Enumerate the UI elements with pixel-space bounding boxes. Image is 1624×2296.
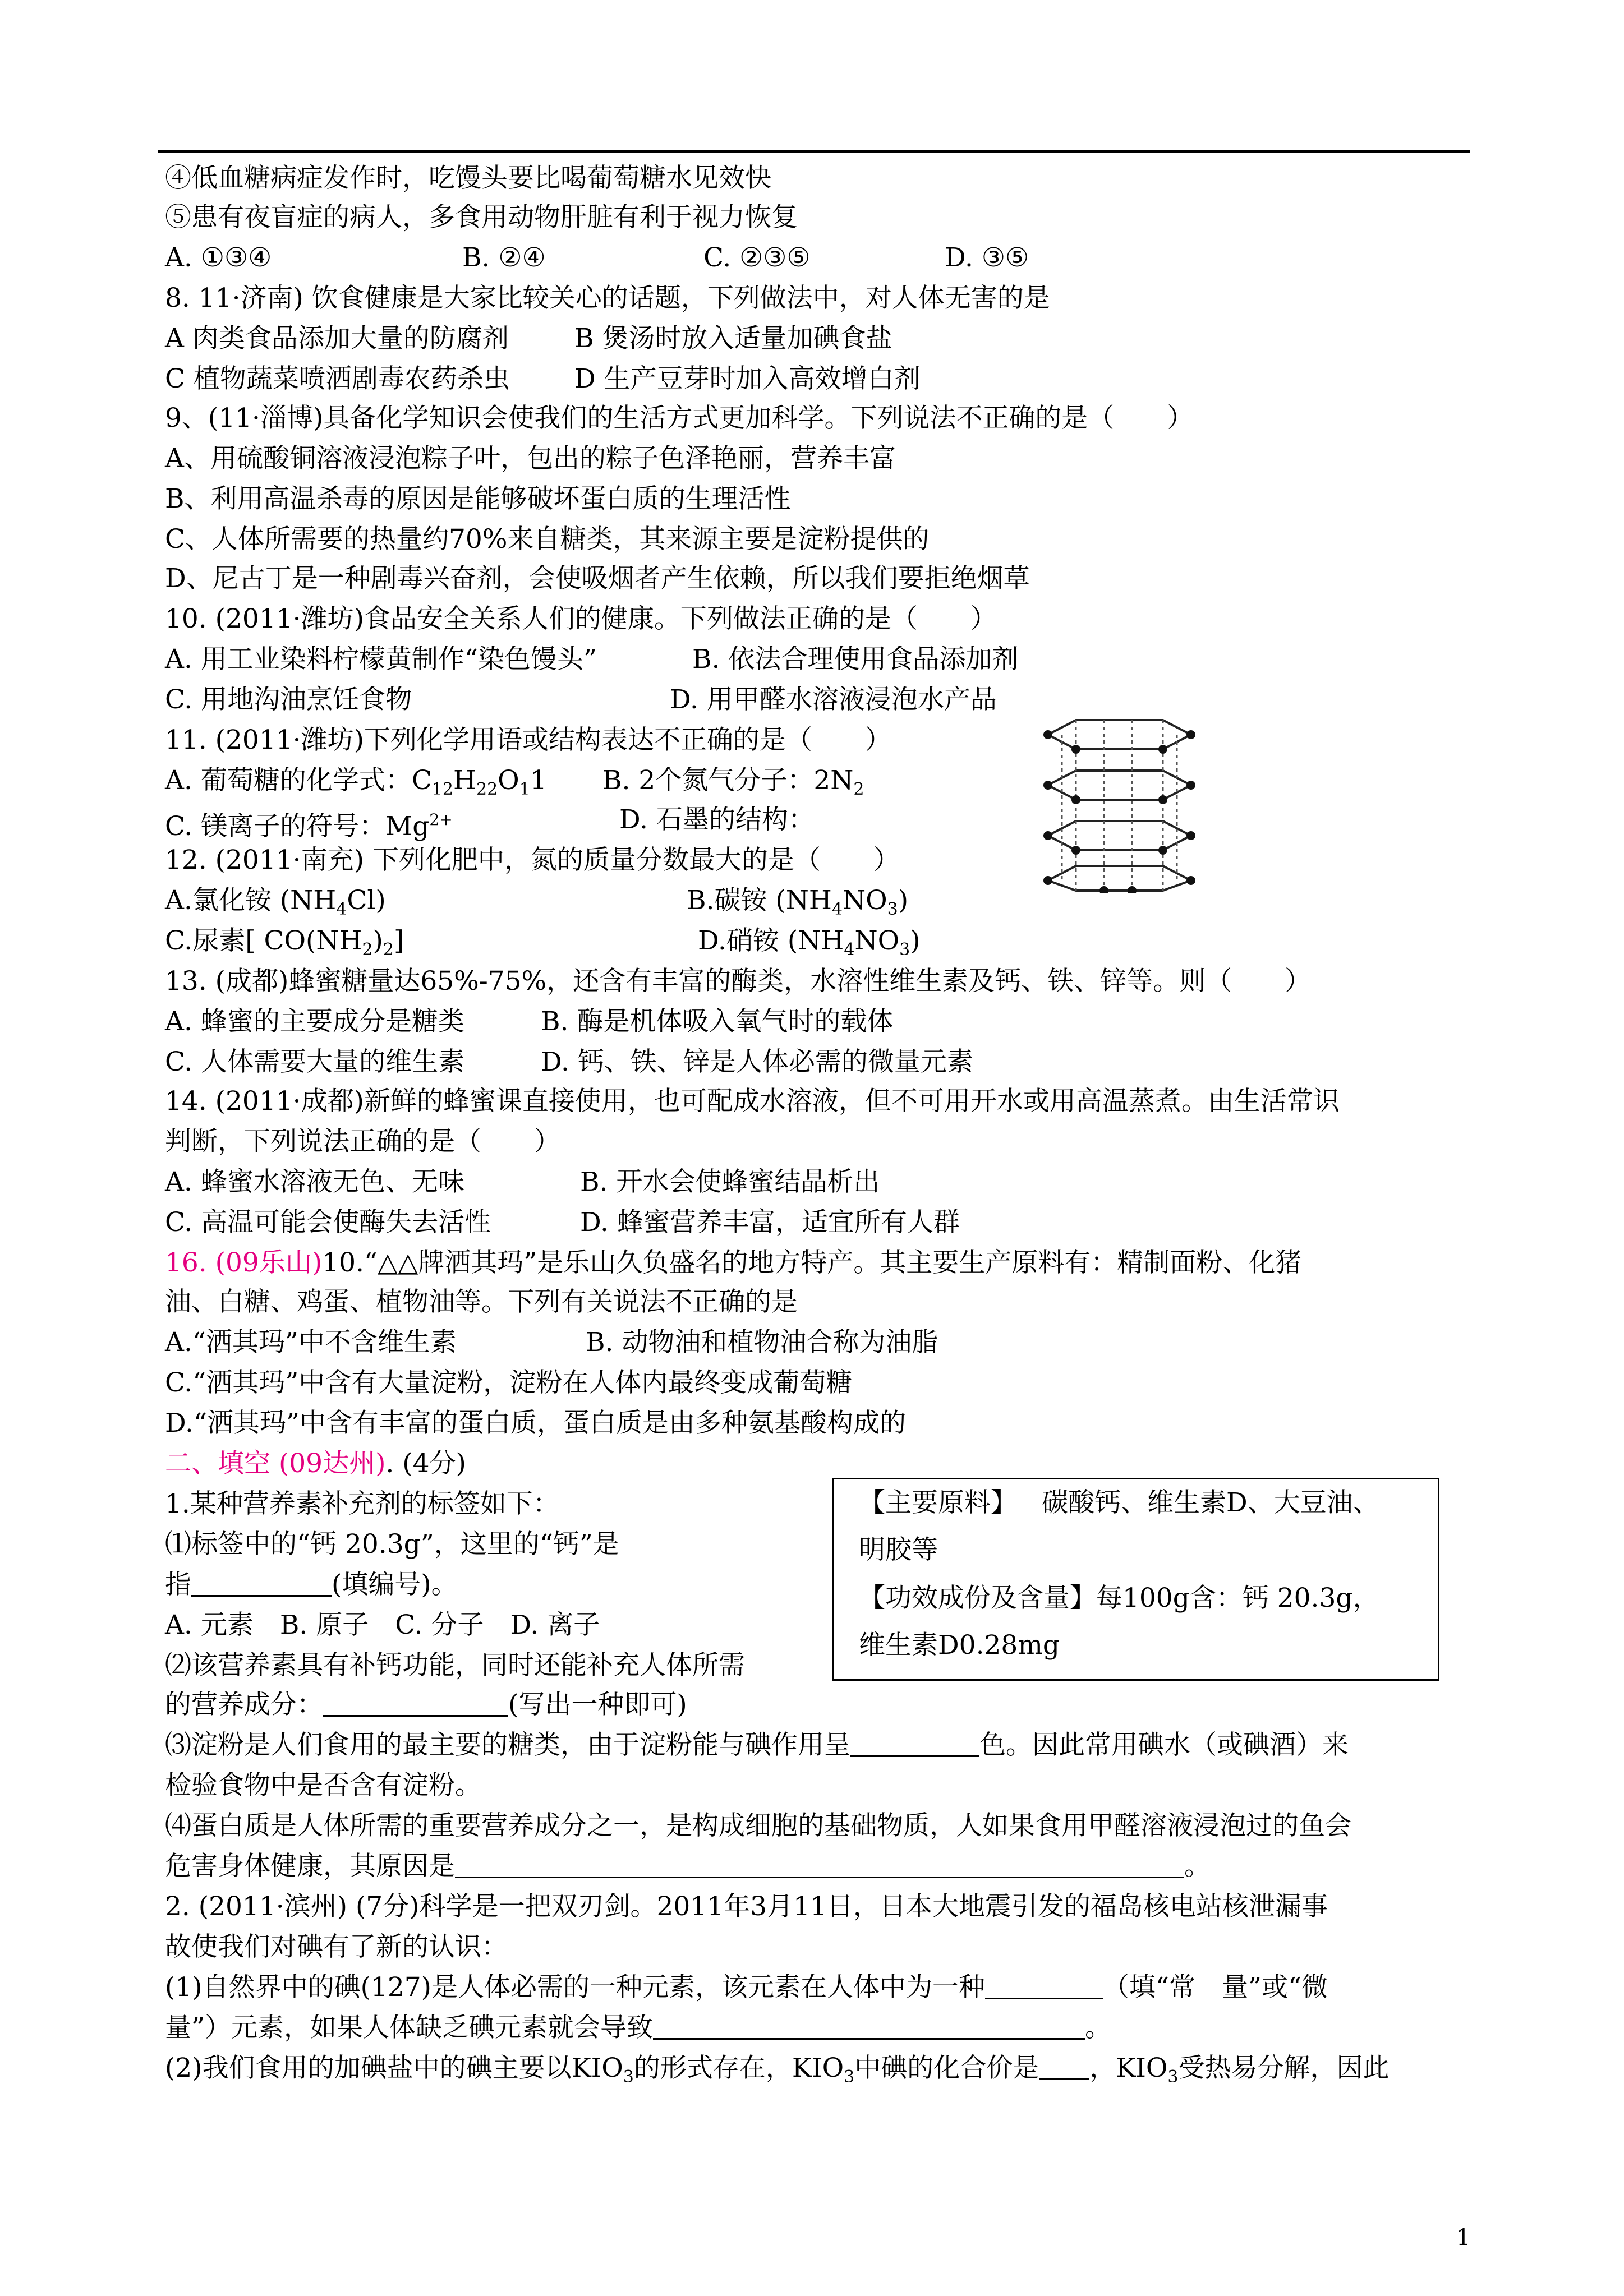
question-16-cont: 油、白糖、鸡蛋、植物油等。下列有关说法不正确的是 (165, 1287, 798, 1317)
header-rule (158, 150, 1470, 153)
choice-d: D 生产豆芽时加入高效增白剂 (574, 363, 921, 394)
choice-d: D. 用甲醛水溶液浸泡水产品 (670, 684, 997, 715)
choice-b: B. 酶是机体吸入氧气时的载体 (541, 1006, 894, 1037)
question-12: 12. (2011·南充) 下列化肥中，氮的质量分数最大的是（ ） (165, 845, 900, 875)
choice-c: C. 镁离子的符号：$Mg^{2+}$ (165, 810, 453, 842)
fill-question-2: 2. (2011·滨州) (7分)科学是一把双刃剑。2011年3月11日，日本大地震引发的福岛核电站核泄漏事 (165, 1891, 1328, 1922)
fill-question-1-part3-cont: 检验食物中是否含有淀粉。 (165, 1770, 481, 1801)
choice-d: D、尼古丁是一种剧毒兴奋剂，会使吸烟者产生依赖，所以我们要拒绝烟草 (165, 563, 1030, 594)
supplement-label-box (832, 1478, 1439, 1681)
fill-options: A. 元素 B. 原子 C. 分子 D. 离子 (165, 1610, 600, 1640)
answer-blank[interactable] (1039, 2053, 1089, 2080)
option-line: ⑤患有夜盲症的病人，多食用动物肝脏有利于视力恢复 (165, 202, 798, 233)
answer-blank[interactable] (653, 2012, 1085, 2040)
choice-d: D. 钙、铁、锌是人体必需的微量元素 (541, 1046, 973, 1077)
source-tag: 16. (09乐山) (165, 1247, 323, 1278)
label-row: 【功效成份及含量】每100g含：钙 20.3g， (859, 1583, 1379, 1613)
choice-c: C. 人体需要大量的维生素 (165, 1046, 465, 1077)
fill-question-1-part3: ⑶淀粉是人们食用的最主要的糖类，由于淀粉能与碘作用呈 色。因此常用碘水（或碘酒）来 (165, 1730, 1349, 1760)
graphite-structure-image (1042, 712, 1197, 893)
label-row: 维生素D0.28mg (859, 1630, 1060, 1661)
question-14-cont: 判断，下列说法正确的是（ ） (165, 1126, 560, 1157)
question-13: 13. (成都)蜂蜜糖量达65%-75%，还含有丰富的酶类，水溶性维生素及钙、铁、锌等。则（ ） (165, 966, 1312, 997)
choice-d: D. 石墨的结构： (619, 804, 815, 835)
choice-b: B.碳铵 $(NH_4NO_3)$ (687, 885, 909, 919)
fill-question-2-part1: (1)自然界中的碘(127)是人体必需的一种元素，该元素在人体中为一种 （填“常 量”或“微 (165, 1972, 1328, 2003)
choice-c: C. 高温可能会使酶失去活性 (165, 1207, 491, 1238)
choice-b: B. 依法合理使用食品添加剂 (692, 644, 1019, 675)
choice-a: A. 葡萄糖的化学式：$C_{12}H_{22}O_11$ (165, 765, 547, 799)
choice-a: A. 蜂蜜水溶液无色、无味 (165, 1167, 464, 1197)
question-16: 16. (09乐山)10.“△△牌洒其玛”是乐山久负盛名的地方特产。其主要生产原料有：精制面粉、化猪 (165, 1247, 1302, 1278)
fill-question-1-part2: ⑵该营养素具有补钙功能，同时还能补充人体所需 (165, 1650, 745, 1681)
choice-a: A.“洒其玛”中不含维生素 (165, 1327, 457, 1358)
choice-a: A. 蜂蜜的主要成分是糖类 (165, 1006, 464, 1037)
choice-b: B 煲汤时放入适量加碘食盐 (574, 323, 892, 354)
choice-b: B. 2个氮气分子：$2N_2$ (602, 765, 864, 799)
answer-blank[interactable] (323, 1689, 508, 1717)
label-row: 明胶等 (859, 1534, 938, 1565)
fill-question-1: 1.某种营养素补充剂的标签如下： (165, 1488, 559, 1519)
option-line: ④低血糖病症发作时，吃馒头要比喝葡萄糖水见效快 (165, 163, 771, 193)
choice-c: C.“洒其玛”中含有大量淀粉，淀粉在人体内最终变成葡萄糖 (165, 1367, 853, 1398)
choice-a: A.氯化铵 $(NH_4Cl)$ (165, 885, 386, 919)
choice-a: A 肉类食品添加大量的防腐剂 (165, 323, 509, 354)
answer-blank[interactable] (850, 1730, 979, 1757)
question-8: 8. 11·济南) 饮食健康是大家比较关心的话题，下列做法中，对人体无害的是 (165, 283, 1050, 313)
choice-d: D.硝铵 $(NH_4NO_3)$ (698, 925, 921, 960)
choice-c: C 植物蔬菜喷洒剧毒农药杀虫 (165, 363, 510, 394)
choice-d: D.“洒其玛”中含有丰富的蛋白质，蛋白质是由多种氨基酸构成的 (165, 1408, 907, 1439)
choice-a: A、用硫酸铜溶液浸泡粽子叶，包出的粽子色泽艳丽，营养丰富 (165, 443, 896, 474)
fill-question-1-part1: ⑴标签中的“钙 20.3g”，这里的“钙”是 (165, 1529, 619, 1560)
fill-question-2-part2: (2)我们食用的加碘盐中的碘主要以$KIO_3$的形式存在，$KIO_3$中碘的化合价是 ，$KIO_3$受热易分解，因此 (165, 2053, 1390, 2087)
question-11: 11. (2011·潍坊)下列化学用语或结构表达不正确的是（ ） (165, 725, 891, 755)
choice-d: D. ③⑤ (945, 242, 1029, 273)
choice-c: C. ②③⑤ (703, 242, 811, 273)
question-14: 14. (2011·成都)新鲜的蜂蜜课直接使用，也可配成水溶液，但不可用开水或用高温蒸煮。由生活常识 (165, 1086, 1340, 1117)
fill-question-2-part1-cont: 量”）元素，如果人体缺乏碘元素就会导致 。 (165, 2012, 1112, 2043)
choice-b: B. ②④ (462, 242, 546, 273)
choice-c: C.尿素[ $CO(NH_2)_2$] (165, 925, 404, 960)
question-10: 10. (2011·潍坊)食品安全关系人们的健康。下列做法正确的是（ ） (165, 603, 997, 634)
choice-b: B. 动物油和植物油合称为油脂 (586, 1327, 938, 1358)
choice-b: B、利用高温杀毒的原因是能够破坏蛋白质的生理活性 (165, 483, 791, 514)
choice-a: A. 用工业染料柠檬黄制作“染色馒头” (165, 644, 597, 675)
choice-d: D. 蜂蜜营养丰富，适宜所有人群 (580, 1207, 960, 1238)
choice-c: C、人体所需要的热量约70%来自糖类，其来源主要是淀粉提供的 (165, 524, 930, 555)
answer-blank[interactable] (455, 1851, 1184, 1878)
answer-blank[interactable] (191, 1569, 332, 1597)
fill-question-2-cont: 故使我们对碘有了新的认识： (165, 1931, 508, 1962)
page-number: 1 (1456, 2225, 1471, 2251)
choice-b: B. 开水会使蜂蜜结晶析出 (580, 1167, 880, 1197)
label-row: 【主要原料】 碳酸钙、维生素D、大豆油、 (859, 1487, 1379, 1518)
choice-a: A. ①③④ (165, 242, 272, 273)
section-heading: 二、填空 (09达州). (4分) (165, 1448, 466, 1479)
fill-question-1-part1-cont: 指 (填编号)。 (165, 1569, 458, 1600)
question-9: 9、(11·淄博)具备化学知识会使我们的生活方式更加科学。下列说法不正确的是（ ） (165, 403, 1194, 434)
fill-question-1-part2-cont: 的营养成分： (写出一种即可) (165, 1689, 687, 1720)
choice-c: C. 用地沟油烹饪食物 (165, 684, 412, 715)
fill-question-1-part4: ⑷蛋白质是人体所需的重要营养成分之一，是构成细胞的基础物质，人如果食用甲醛溶液浸泡过的鱼会 (165, 1810, 1351, 1841)
answer-blank[interactable] (985, 1972, 1103, 1999)
fill-question-1-part4-cont: 危害身体健康，其原因是 。 (165, 1851, 1211, 1882)
